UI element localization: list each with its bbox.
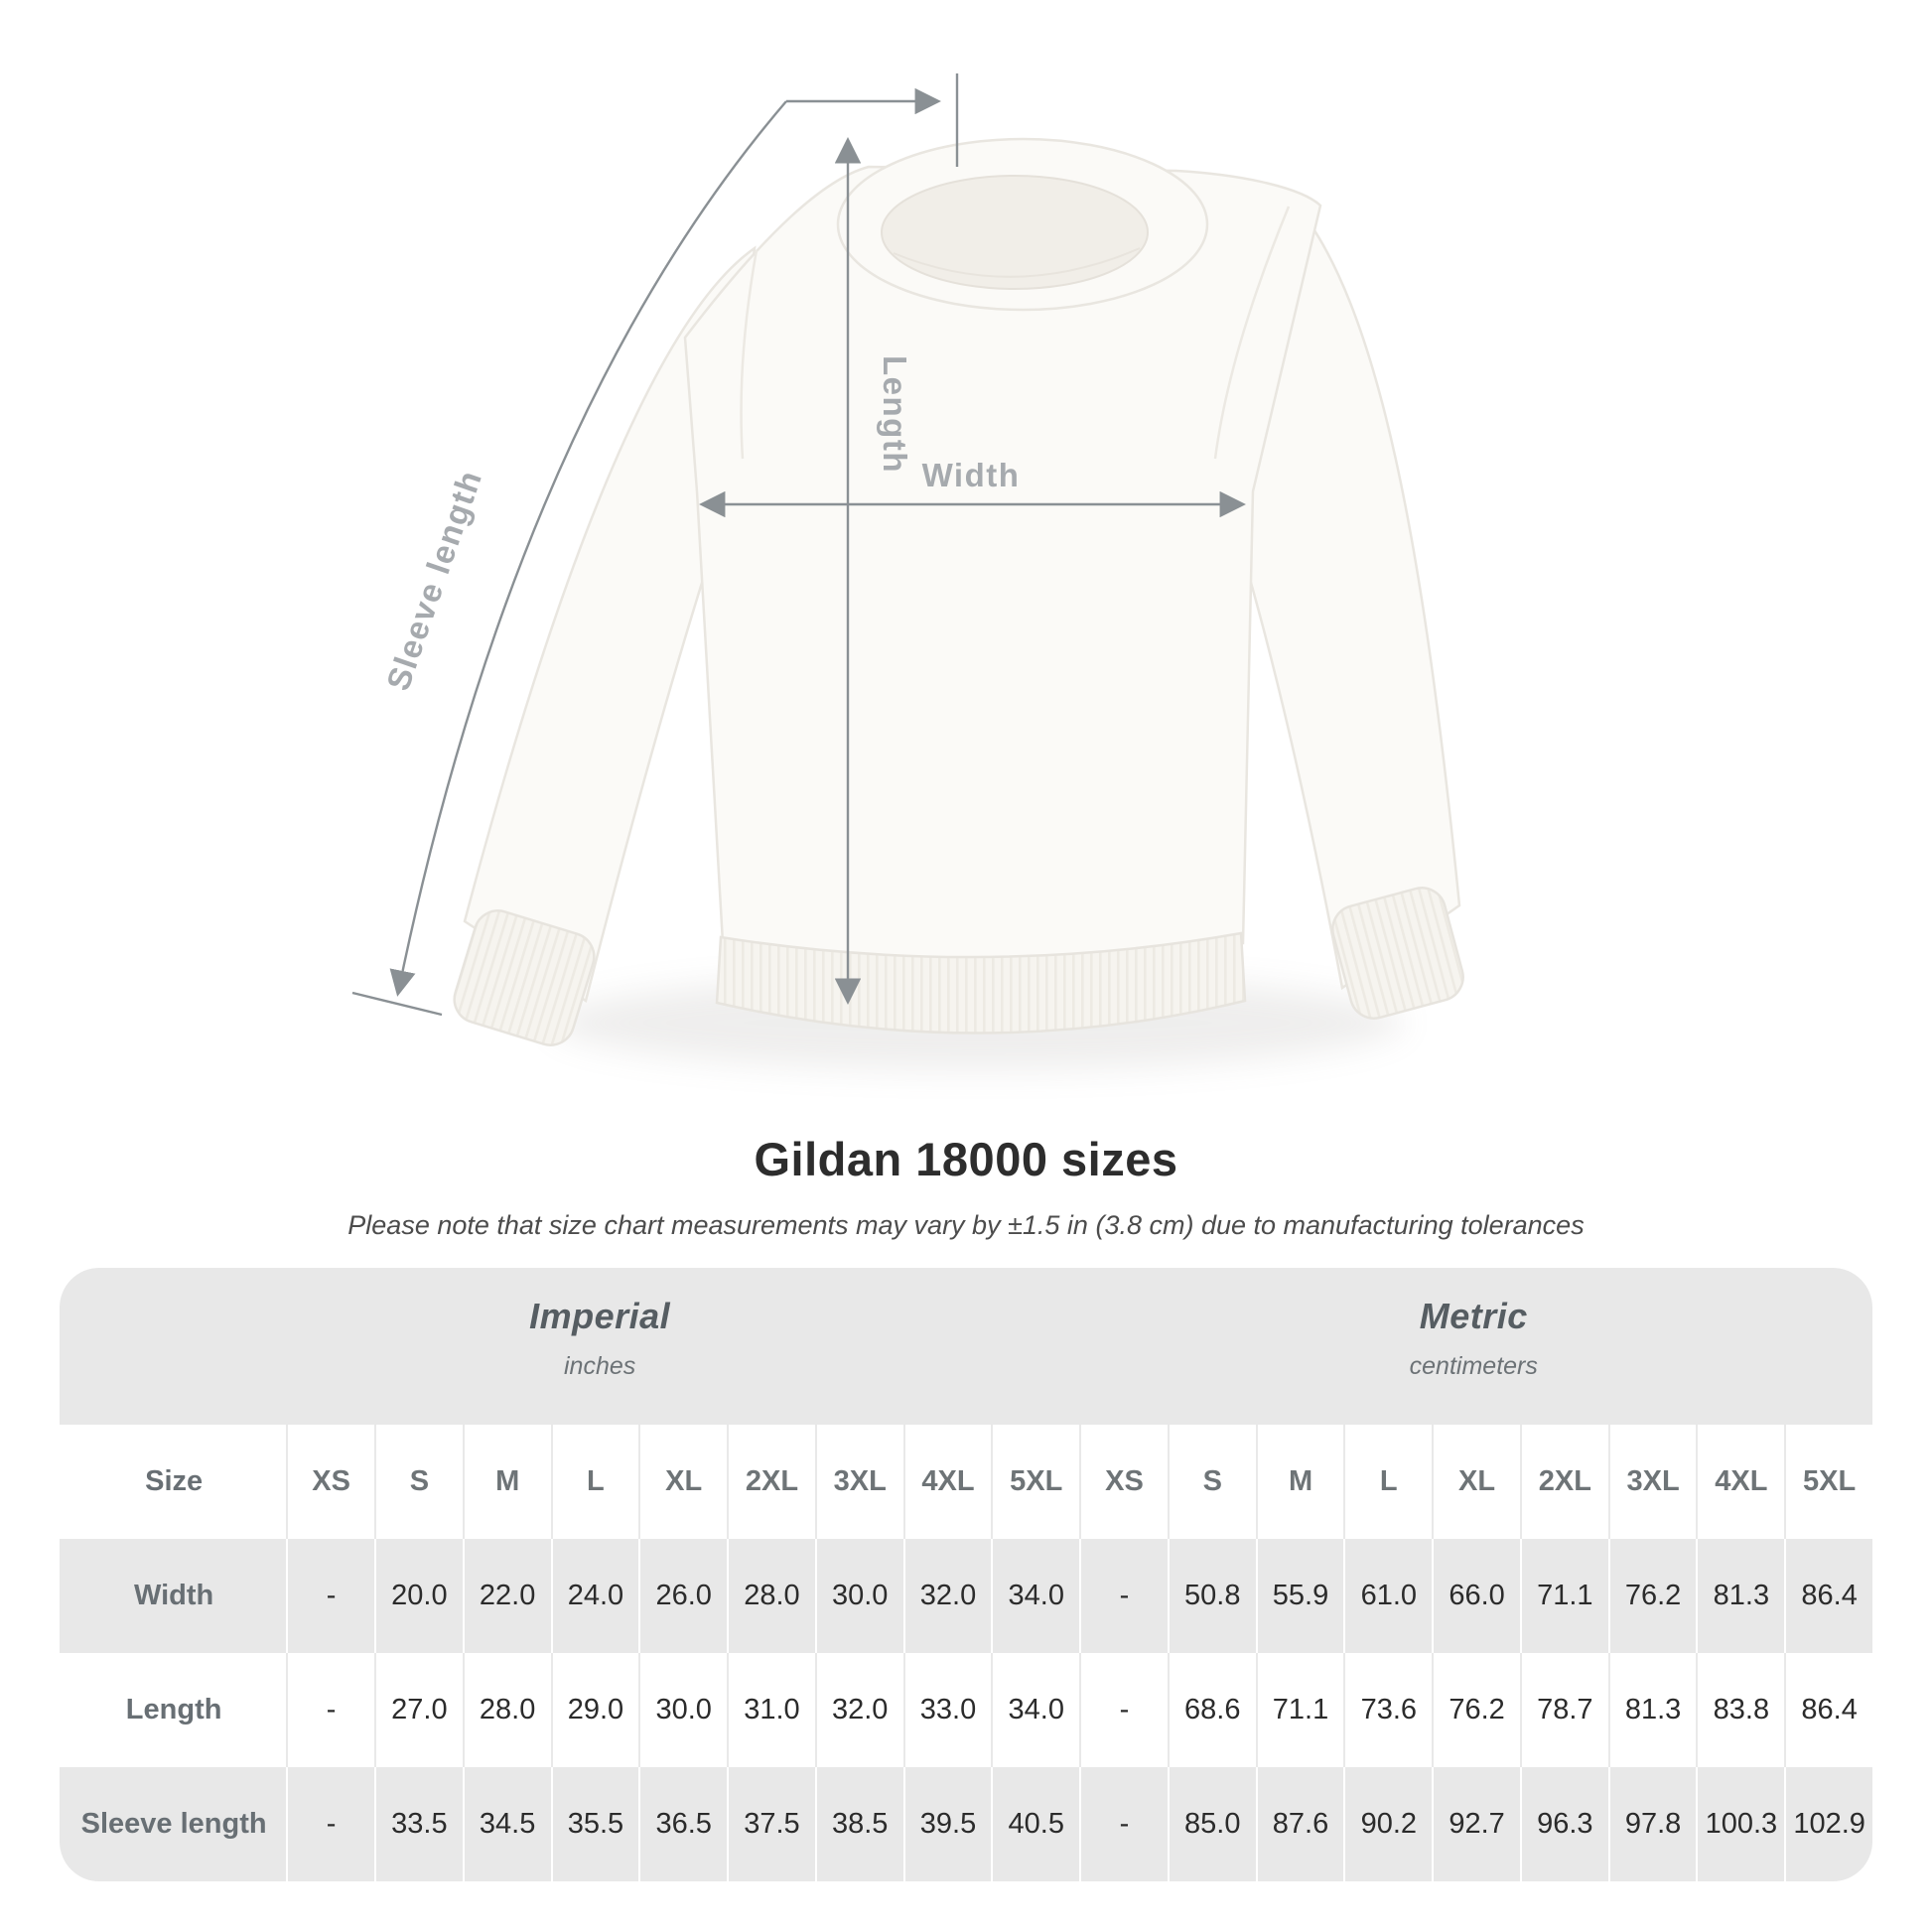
size-column-header: S	[1168, 1425, 1256, 1539]
table-cell: 87.6	[1256, 1767, 1344, 1881]
imperial-group-name: Imperial	[529, 1296, 671, 1336]
table-cell: 61.0	[1343, 1539, 1432, 1653]
collar-opening	[882, 176, 1148, 289]
table-cell: 55.9	[1256, 1539, 1344, 1653]
table-cell: 73.6	[1343, 1653, 1432, 1767]
metric-group-name: Metric	[1419, 1296, 1528, 1336]
size-column-header: XS	[1079, 1425, 1168, 1539]
size-column-header: M	[463, 1425, 551, 1539]
table-cell: 76.2	[1608, 1539, 1697, 1653]
table-row	[60, 1539, 1872, 1653]
table-cell: 85.0	[1168, 1767, 1256, 1881]
imperial-group-unit: inches	[564, 1352, 636, 1380]
table-cell: 24.0	[551, 1539, 639, 1653]
table-cell: 30.0	[815, 1539, 903, 1653]
size-column-header: 5XL	[1784, 1425, 1872, 1539]
table-cell: 97.8	[1608, 1767, 1697, 1881]
row-label: Sleeve length	[80, 1808, 267, 1840]
size-corner-header: Size	[145, 1465, 204, 1497]
size-column-header: 3XL	[815, 1425, 903, 1539]
table-row	[60, 1767, 1872, 1881]
size-column-header: S	[374, 1425, 463, 1539]
size-column-header: 3XL	[1608, 1425, 1697, 1539]
table-cell: -	[286, 1539, 374, 1653]
table-cell: 78.7	[1520, 1653, 1608, 1767]
table-cell: 102.9	[1784, 1767, 1872, 1881]
row-label: Length	[125, 1694, 222, 1725]
table-cell: 68.6	[1168, 1653, 1256, 1767]
table-cell: 92.7	[1432, 1767, 1520, 1881]
table-cell: 39.5	[903, 1767, 992, 1881]
table-cell: -	[1079, 1653, 1168, 1767]
table-cell: 34.0	[991, 1539, 1079, 1653]
size-column-header: M	[1256, 1425, 1344, 1539]
table-cell: -	[1079, 1539, 1168, 1653]
table-cell: 40.5	[991, 1767, 1079, 1881]
size-column-header: XS	[286, 1425, 374, 1539]
table-cell: 22.0	[463, 1539, 551, 1653]
table-cell: 83.8	[1696, 1653, 1784, 1767]
table-cell: 71.1	[1520, 1539, 1608, 1653]
table-cell: 34.5	[463, 1767, 551, 1881]
table-cell: 32.0	[903, 1539, 992, 1653]
table-cell: 26.0	[638, 1539, 727, 1653]
sweatshirt-illustration	[449, 139, 1468, 1070]
row-label: Width	[133, 1580, 214, 1611]
imperial-group-header	[529, 1296, 670, 1381]
table-cell: 90.2	[1343, 1767, 1432, 1881]
size-header-row	[60, 1425, 1872, 1539]
size-table	[60, 1268, 1872, 1881]
sleeve-end-tick	[352, 993, 442, 1015]
table-cell: 37.5	[727, 1767, 815, 1881]
table-cell: 32.0	[815, 1653, 903, 1767]
table-cell: 66.0	[1432, 1539, 1520, 1653]
page-title: Gildan 18000 sizes	[754, 1133, 1178, 1185]
table-cell: 86.4	[1784, 1539, 1872, 1653]
metric-group-unit: centimeters	[1409, 1352, 1538, 1380]
width-label: Width	[921, 457, 1021, 493]
table-cell: 71.1	[1256, 1653, 1344, 1767]
table-cell: 30.0	[638, 1653, 727, 1767]
table-cell: 28.0	[463, 1653, 551, 1767]
table-cell: 81.3	[1696, 1539, 1784, 1653]
size-column-header: L	[1343, 1425, 1432, 1539]
unit-group-band	[60, 1268, 1872, 1425]
size-column-header: XL	[638, 1425, 727, 1539]
sleeve-length-label: Sleeve length	[378, 465, 489, 696]
table-cell: -	[1079, 1767, 1168, 1881]
table-cell: 96.3	[1520, 1767, 1608, 1881]
table-cell: 33.5	[374, 1767, 463, 1881]
table-cell: 100.3	[1696, 1767, 1784, 1881]
size-column-header: L	[551, 1425, 639, 1539]
size-column-header: 4XL	[903, 1425, 992, 1539]
table-cell: 35.5	[551, 1767, 639, 1881]
length-label: Length	[877, 355, 913, 474]
table-row	[60, 1653, 1872, 1767]
table-cell: 38.5	[815, 1767, 903, 1881]
size-column-header: XL	[1432, 1425, 1520, 1539]
table-cell: 34.0	[991, 1653, 1079, 1767]
table-cell: 33.0	[903, 1653, 992, 1767]
table-cell: 36.5	[638, 1767, 727, 1881]
size-column-header: 5XL	[991, 1425, 1079, 1539]
table-cell: 20.0	[374, 1539, 463, 1653]
table-cell: -	[286, 1653, 374, 1767]
table-cell: 28.0	[727, 1539, 815, 1653]
table-cell: 31.0	[727, 1653, 815, 1767]
table-cell: -	[286, 1767, 374, 1881]
table-cell: 76.2	[1432, 1653, 1520, 1767]
table-cell: 50.8	[1168, 1539, 1256, 1653]
tolerance-note: Please note that size chart measurements may vary by ±1.5 in (3.8 cm) due to manufacturing tolerances	[347, 1210, 1585, 1240]
size-column-header: 2XL	[1520, 1425, 1608, 1539]
size-table-grid	[60, 1425, 1872, 1881]
metric-group-header	[1410, 1296, 1538, 1381]
table-cell: 81.3	[1608, 1653, 1697, 1767]
table-cell: 27.0	[374, 1653, 463, 1767]
size-column-header: 4XL	[1696, 1425, 1784, 1539]
table-cell: 29.0	[551, 1653, 639, 1767]
size-column-header: 2XL	[727, 1425, 815, 1539]
table-cell: 86.4	[1784, 1653, 1872, 1767]
